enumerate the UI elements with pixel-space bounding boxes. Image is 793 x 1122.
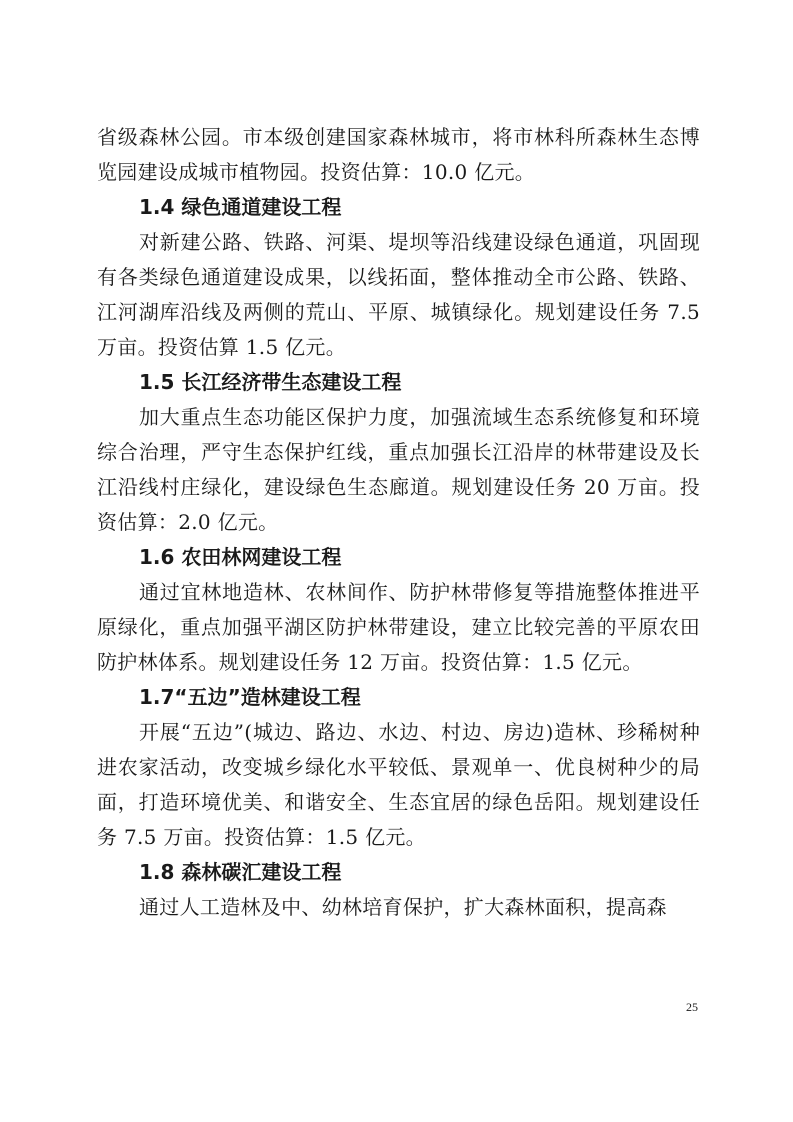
paragraph-farmland-network: 通过宜林地造林、农林间作、防护林带修复等措施整体推进平原绿化，重点加强平湖区防护林带建设，建立比较完善的平原农田防护林体系。规划建设任务 12 万亩。投资估算：1.5 亿元。 xyxy=(97,580,700,674)
paragraph-continued: 省级森林公园。市本级创建国家森林城市，将市林科所森林生态博览园建设成城市植物园。投资估算：10.0 亿元。 xyxy=(97,125,700,184)
paragraph-green-corridor: 对新建公路、铁路、河渠、堤坝等沿线建设绿色通道，巩固现有各类绿色通道建设成果，以线拓面，整体推动全市公路、铁路、江河湖库沿线及两侧的荒山、平原、城镇绿化。规划建设任务 7.5 万亩。投资估算 1.5 亿元。 xyxy=(97,230,700,359)
paragraph-five-sides: 开展“五边”(城边、路边、水边、村边、房边)造林、珍稀树种进农家活动，改变城乡绿化水平较低、景观单一、优良树种少的局面，打造环境优美、和谐安全、生态宜居的绿色岳阳。规划建设任务 7.5 万亩。投资估算：1.5 亿元。 xyxy=(97,720,700,849)
page-number: 25 xyxy=(686,1000,698,1014)
section-heading-1-7: 1.7“五边”造林建设工程 xyxy=(139,685,361,709)
paragraph-carbon-sink: 通过人工造林及中、幼林培育保护，扩大森林面积，提高森 xyxy=(139,895,667,919)
paragraph-yangtze-belt: 加大重点生态功能区保护力度，加强流域生态系统修复和环境综合治理，严守生态保护红线，重点加强长江沿岸的林带建设及长江沿线村庄绿化，建设绿色生态廊道。规划建设任务 20 万亩。投资估算：2.0 亿元。 xyxy=(97,405,700,534)
section-heading-1-4: 1.4 绿色通道建设工程 xyxy=(139,195,342,219)
section-heading-1-5: 1.5 长江经济带生态建设工程 xyxy=(139,370,402,394)
section-heading-1-8: 1.8 森林碳汇建设工程 xyxy=(139,860,342,884)
page-content xyxy=(97,120,700,925)
section-heading-1-6: 1.6 农田林网建设工程 xyxy=(139,545,342,569)
